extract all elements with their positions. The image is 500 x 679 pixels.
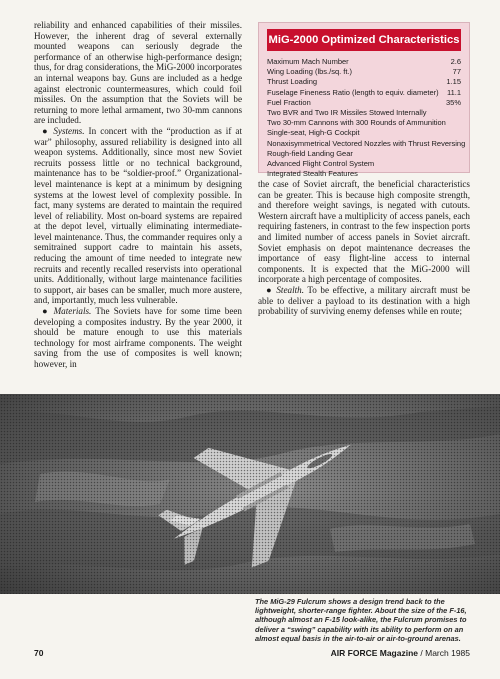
aircraft-photo — [0, 394, 500, 594]
paragraph-materials — [34, 306, 242, 370]
spec-row — [267, 118, 461, 128]
spec-row — [267, 77, 461, 87]
spec-label: Two BVR and Two IR Missiles Stowed Internally — [267, 108, 427, 118]
bullet: ● — [42, 306, 50, 317]
paragraph-stealth — [258, 285, 470, 317]
spec-value: 2.6 — [450, 57, 461, 66]
paragraph-body: To be effective, a military aircraft must be able to deliver a payload to its destination with a high probability of surviving enemy defenses while en route; — [258, 284, 471, 317]
footer-separator: / — [418, 648, 426, 658]
spec-value: 77 — [452, 67, 461, 77]
spec-row — [267, 67, 461, 77]
characteristics-sidebar — [258, 22, 470, 179]
bullet: ● — [42, 125, 50, 136]
spec-label: Wing Loading (lbs./sq. ft.) — [267, 67, 353, 77]
spec-label: Fuselage Fineness Ratio (length to equiv. diameter) — [267, 87, 439, 97]
mig-29-fulcrum-image — [0, 394, 500, 594]
spec-value: 11.1 — [446, 87, 461, 97]
sidebar-title: MiG-2000 Optimized Characteristics — [267, 29, 461, 51]
bullet: ● — [266, 284, 273, 295]
spec-list — [267, 57, 466, 179]
paragraph-body: In concert with the “production as if at war” philosophy, assured reliability is designed into all weapon systems. Additionally, since most new Soviet recruits possess little or no technical background, maintenance has to be “soldier-proof.” Organizational-level maintenance is kept at a minimum by designing systems at the lowest level of complexity possible. In fact, many systems are derated to maintain the required level of reliability. Most on-board systems are repaired at the depot level, virtually eliminating intermediate-level maintenance. Thus, the commander requires only a semitrained support cadre to maintain his assets, reducing the amount of time needed to integrate new recruits and recently recalled reservists into operational units. Additionally, without large maintenance facilities to support, air bases can be smaller, much more austere, and, importantly, much less vulnerable. — [34, 125, 243, 306]
section-heading-materials: Materials. — [53, 306, 92, 317]
page-number: 70 — [34, 648, 44, 658]
spec-row — [267, 108, 461, 118]
paragraph-body: The Soviets have for some time been developing a composites industry. By the year 2000, it should be mature enough to use this materials technology for most airframe components. The weight saving from the use of composites is well known; however, in — [34, 306, 242, 369]
magazine-footer — [330, 648, 470, 658]
spec-label: Fuel Fraction — [267, 97, 311, 107]
spec-row — [267, 57, 461, 67]
spec-label: Thrust Loading — [267, 77, 318, 87]
paragraph: the case of Soviet aircraft, the beneficial characteristics can be greater. This is because high composite strength, and therefore weight savings, is negated with cutouts. Western aircraft have a multiplicity of access panels, each requiring fasteners, in contrast to the few inspection ports and limited number of access panels in Soviet aircraft. Soviet emphasis on depot maintenance decreases the importance of easy flight-line access to internal components. It is expected that the MiG-2000 will incorporate a high percentage of composites. — [258, 179, 470, 285]
spec-row — [267, 128, 461, 138]
spec-label: Advanced Flight Control System — [267, 159, 375, 169]
spec-label: Maximum Mach Number — [267, 57, 349, 66]
paragraph-systems — [34, 126, 242, 306]
spec-label: Single-seat, High-G Cockpit — [267, 128, 360, 138]
spec-row — [267, 169, 461, 179]
spec-label: Two 30-mm Cannons with 300 Rounds of Ammunition — [267, 118, 446, 128]
spec-row — [267, 138, 466, 149]
spec-row — [267, 98, 461, 108]
paragraph: reliability and enhanced capabilities of their missiles. However, the inherent drag of several externally mounted weapons can seriously degrade the performance of an otherwise high-performance design; thus, for drag considerations, the MiG-2000 incorporates an internal weapons bay. Guns are included as a hedge against electronic countermeasures, which could foil missiles. On the assumption that the Soviets will be returning to more lethal armament, two 30-mm cannons are included. — [34, 20, 242, 126]
left-text-column — [34, 20, 242, 370]
photo-caption: The MiG-29 Fulcrum shows a design trend back to the lightweight, shorter-range fighter. About the size of the F-16, although almost an F-15 look-alike, the Fulcrum promises to deliver a “swing” capability with its ability to perform on an almost equal basis in the air-to-air or air-to-ground arenas. — [255, 597, 467, 643]
section-heading-stealth: Stealth. — [276, 284, 304, 295]
issue-date: March 1985 — [425, 648, 470, 658]
spec-label: Integrated Stealth Features — [267, 169, 358, 179]
spec-label: Rough-field Landing Gear — [267, 148, 353, 158]
section-heading-systems: Systems. — [53, 125, 85, 136]
spec-row — [267, 159, 461, 169]
spec-row — [267, 149, 461, 159]
magazine-name: AIR FORCE Magazine — [330, 648, 419, 658]
spec-label: Nonaxisymmetrical Vectored Nozzles with Thrust Reversing — [267, 138, 466, 148]
spec-value: 1.15 — [446, 77, 461, 87]
spec-value: 35% — [445, 97, 461, 107]
spec-row — [267, 88, 461, 98]
right-text-column — [258, 179, 470, 317]
